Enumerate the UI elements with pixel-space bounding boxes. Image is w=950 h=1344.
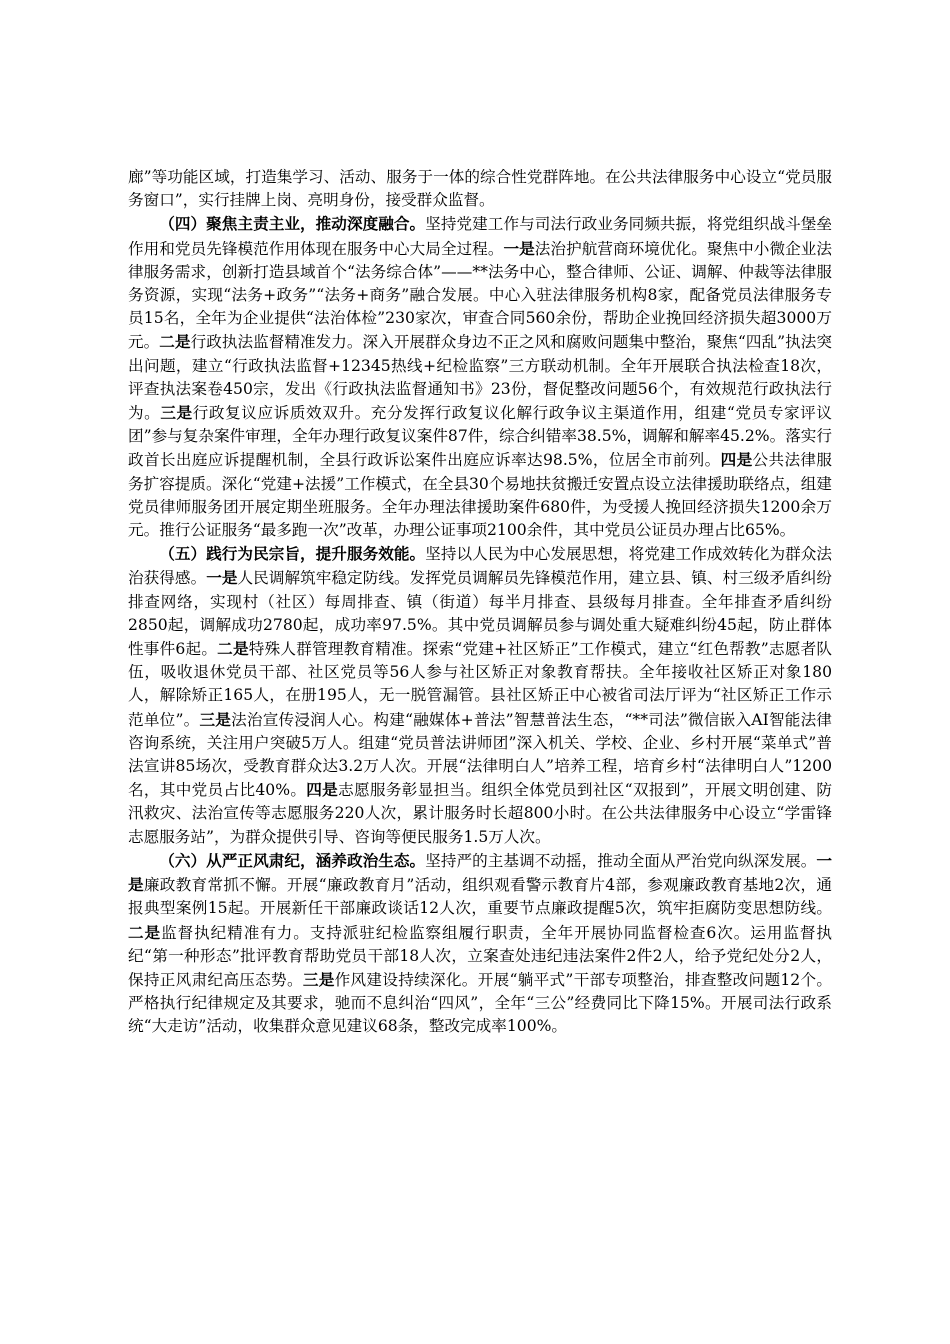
text-segment: 行政复议应诉质效双升。充分发挥行政复议化解行政争议主渠道作用，组建“党员专家评议团”参与复杂案件审理，全年办理行政复议案件87件，综合纠错率38.5%，调解和解率45.2%。落实行政首长出庭应诉提醒机制，全县行政诉讼案件出庭应诉率达98.5%，位居全市前列。 [128, 404, 832, 470]
text-segment: 廊”等功能区域，打造集学习、活动、服务于一体的综合性党群阵地。在公共法律服务中心设立“党员服务窗口”，实行挂牌上岗、亮明身份，接受群众监督。 [128, 168, 832, 210]
document-page [128, 166, 832, 1039]
text-segment: 作风建设持续深化。开展“躺平式”干部专项整治，排查整改问题12个。严格执行纪律规定及其要求，驰而不息纠治“四风”，全年“三公”经费同比下降15%。开展司法行政系统“大走访”活动，收集群众意见建议68条，整改完成率100%。 [128, 970, 832, 1036]
text-segment: 人民调解筑牢稳定防线。发挥党员调解员先锋模范作用，建立县、镇、村三级矛盾纠纷排查网络，实现村（社区）每周排查、镇（街道）每半月排查、县级每月排查。全年排查矛盾纠纷2850起，调解成功2780起，成功率97.5%。其中党员调解员参与调处重大疑难纠纷45起，防止群体性事件6起。 [128, 569, 832, 659]
point-marker: 二是 [217, 639, 249, 659]
point-marker: 二是 [128, 922, 162, 942]
text-segment: 公共法律服务扩容提质。深化“党建+法援”工作模式，在全县30个易地扶贫搬迁安置点设立法律援助联络点，组建党员律师服务团开展定期坐班服务。全年办理法律援助案件680件，为受援人挽回经济损失1200余万元。推行公证服务“最多跑一次”改革，办理公证事项2100余件，其中党员公证员办理占比65%。 [128, 451, 832, 540]
paragraph-section-6 [128, 849, 832, 1039]
point-marker: 三是 [160, 403, 193, 423]
text-segment: 志愿服务彰显担当。组织全体党员到社区“双报到”，开展文明创建、防汛救灾、法治宣传等志愿服务220人次，累计服务时长超800小时。在公共法律服务中心设立“学雷锋志愿服务站”，为群众提供引导、咨询等便民服务1.5万人次。 [128, 781, 832, 846]
text-segment: 坚持以人民为中心发展思想，将党建工作成效转化为群众法治获得感。 [128, 545, 832, 588]
point-marker: 二是 [159, 332, 191, 352]
point-marker: 一是 [503, 238, 535, 258]
text-segment: 法治护航营商环境优化。聚焦中小微企业法律服务需求，创新打造县域首个“法务综合体”——**法务中心，整合律师、公证、调解、仲裁等法律服务资源，实现“法务+政务”“法务+商务”融合发展。中心入驻法律服务机构8家，配备党员法律服务专员15名，全年为企业提供“法治体检”230家次，审查合同560余份，帮助企业挽回经济损失超3000万元。 [128, 239, 832, 352]
text-segment: 廉政教育常抓不懈。开展“廉政教育月”活动，组织观看警示教育片4部，参观廉政教育基地2次，通报典型案例15起。开展新任干部廉政谈话12人次，重要节点廉政提醒5次，筑牢拒腐防变思想防线。 [128, 876, 832, 918]
paragraph-intro [128, 166, 832, 212]
point-marker: 一是 [128, 850, 832, 895]
text-segment: 监督执纪精准有力。支持派驻纪检监察组履行职责，全年开展协同监督检查6次。运用监督执纪“第一种形态”批评教育帮助党员干部18人次，立案查处违纪违法案件2件2人，给予党纪处分2人，保持正风肃纪高压态势。 [128, 923, 832, 989]
text-segment: 坚持党建工作与司法行政业务同频共振，将党组织战斗堡垒作用和党员先锋模范作用体现在服务中心大局全过程。 [128, 215, 832, 258]
section-heading: （五）践行为民宗旨，提升服务效能。 [159, 544, 426, 564]
point-marker: 四是 [720, 450, 753, 470]
text-segment: 行政执法监督精准发力。深入开展群众身边不正之风和腐败问题集中整治，聚焦“四乱”执法突出问题，建立“行政执法监督+12345热线+纪检监察”三方联动机制。全年开展联合执法检查18次，评查执法案卷450宗，发出《行政执法监督通知书》23份，督促整改问题56个，有效规范行政执法行为。 [128, 333, 832, 423]
paragraph-section-5 [128, 542, 832, 849]
text-segment: 法治宣传浸润人心。构建“融媒体+普法”智慧普法生态，“**司法”微信嵌入AI智能法律咨询系统，关注用户突破5万人。组建“党员普法讲师团”深入机关、学校、企业、乡村开展“菜单式”普法宣讲85场次，受教育群众达3.2万人次。开展“法律明白人”培养工程，培育乡村“法律明白人”1200名，其中党员占比40%。 [128, 710, 832, 800]
point-marker: 三是 [302, 969, 335, 989]
text-segment: 坚持严的主基调不动摇，推动全面从严治党向纵深发展。 [425, 851, 817, 870]
point-marker: 三是 [199, 709, 232, 729]
section-heading: （六）从严正风肃纪，涵养政治生态。 [159, 850, 426, 870]
point-marker: 一是 [206, 568, 238, 588]
section-heading: （四）聚焦主责主业，推动深度融合。 [159, 214, 426, 234]
point-marker: 四是 [306, 780, 339, 800]
text-segment: 特殊人群管理教育精准。探索“党建+社区矫正”工作模式，建立“红色帮教”志愿者队伍，吸收退休党员干部、社区党员等56人参与社区矫正对象教育帮扶。全年接收社区矫正对象180人，解除矫正165人，在册195人，无一脱管漏管。县社区矫正中心被省司法厅评为“社区矫正工作示范单位”。 [128, 640, 832, 729]
paragraph-section-4 [128, 212, 832, 542]
